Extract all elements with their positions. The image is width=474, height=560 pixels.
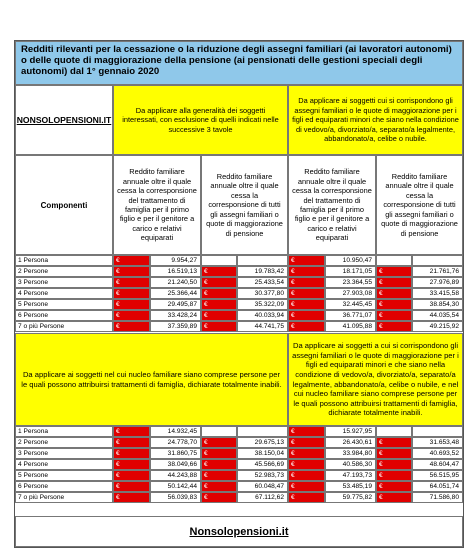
currency-cell: €: [376, 459, 412, 470]
value-cell: 27.976,89: [412, 277, 463, 288]
col-header-4: Reddito familiare annuale oltre il quale cessa la corresponsione di tutti gli assegni familiari o quote di maggiorazione di pensione: [376, 155, 463, 255]
currency-cell: €: [288, 437, 325, 448]
row-label: 4 Persone: [15, 288, 113, 299]
value-cell: 26.430,61: [325, 437, 376, 448]
value-cell: 10.950,47: [325, 255, 376, 266]
currency-cell: €: [113, 459, 150, 470]
value-cell: 71.586,80: [412, 492, 463, 503]
col-header-2: Reddito familiare annuale oltre il quale cessa la corresponsione di tutti gli assegni familiari o quote di maggiorazione di pensione: [201, 155, 288, 255]
currency-cell: €: [288, 321, 325, 332]
sheet-title: Redditi rilevanti per la cessazione o la riduzione degli assegni familiari (ai lavoratori autonomi) o delle quote di maggiorazione della pensione (ai pensionati delle gestioni speciali degli autonomi) dal 1° gennaio 2020: [15, 41, 463, 85]
value-cell: 44.035,54: [412, 310, 463, 321]
currency-cell: €: [113, 255, 150, 266]
value-cell: 44.243,88: [150, 470, 201, 481]
currency-cell: €: [288, 492, 325, 503]
row-label: 7 o più Persone: [15, 321, 113, 332]
value-cell: 56.039,83: [150, 492, 201, 503]
currency-cell: €: [201, 266, 237, 277]
value-cell: 38.150,04: [237, 448, 288, 459]
currency-cell: €: [113, 288, 150, 299]
currency-cell: €: [113, 266, 150, 277]
currency-cell: €: [201, 321, 237, 332]
row-label: 5 Persone: [15, 299, 113, 310]
value-cell: 33.415,58: [412, 288, 463, 299]
value-cell: 19.783,42: [237, 266, 288, 277]
currency-cell: €: [288, 255, 325, 266]
currency-cell: €: [113, 299, 150, 310]
value-cell: 23.364,55: [325, 277, 376, 288]
row-label: 7 o più Persone: [15, 492, 113, 503]
value-cell: 25.433,54: [237, 277, 288, 288]
currency-cell: €: [376, 288, 412, 299]
section1-general-note: Da applicare alla generalità dei soggetti interessati, con esclusione di quelli indicati nelle successive 3 tavole: [113, 85, 288, 155]
value-cell: 32.445,45: [325, 299, 376, 310]
value-cell: 15.927,95: [325, 426, 376, 437]
value-cell: 29.495,87: [150, 299, 201, 310]
section1-special-note: Da applicare ai soggetti cui si corrispondono gli assegni familiari o le quote di maggiorazione per i figli ed equiparati minori che siano nella condizione di vedovo/a, divorziato/a, separato/a legalmente, abbandonato/a, celibe o nubile.: [288, 85, 463, 155]
value-cell: 35.322,09: [237, 299, 288, 310]
currency-cell: €: [201, 310, 237, 321]
currency-cell: €: [201, 299, 237, 310]
value-cell: 44.741,75: [237, 321, 288, 332]
components-header: Componenti: [15, 155, 113, 255]
value-cell: 41.095,88: [325, 321, 376, 332]
currency-cell: €: [288, 266, 325, 277]
currency-cell: €: [113, 492, 150, 503]
value-cell: 45.566,69: [237, 459, 288, 470]
currency-cell: €: [201, 459, 237, 470]
value-cell: 30.377,80: [237, 288, 288, 299]
value-cell: 31.653,48: [412, 437, 463, 448]
currency-cell: €: [201, 437, 237, 448]
currency-cell: €: [201, 277, 237, 288]
row-label: 1 Persona: [15, 426, 113, 437]
row-label: 4 Persone: [15, 459, 113, 470]
section2-special-note: Da applicare ai soggetti a cui si corrispondono gli assegni familiari o le quote di maggiorazione per i figli ed equiparati minori e che siano nella condizione di vedovo/a, divorziato/a, separato/a legalmente, abbandonato/a, celibe o nubile, e nel cui nucleo familiare siano comprese persone per le quali possono attribuirsi trattamenti di famiglia, dichiarate totalmente inabili.: [288, 333, 463, 426]
currency-cell: €: [288, 426, 325, 437]
value-cell: [412, 255, 463, 266]
currency-cell: €: [288, 459, 325, 470]
value-cell: 21.761,76: [412, 266, 463, 277]
currency-cell: €: [376, 310, 412, 321]
value-cell: 18.171,05: [325, 266, 376, 277]
currency-cell: €: [376, 492, 412, 503]
currency-cell: €: [201, 470, 237, 481]
currency-cell: €: [288, 277, 325, 288]
value-cell: 31.860,75: [150, 448, 201, 459]
currency-cell: €: [376, 299, 412, 310]
value-cell: [237, 255, 288, 266]
income-thresholds-sheet: [14, 40, 464, 548]
value-cell: 14.932,45: [150, 426, 201, 437]
currency-cell: €: [201, 481, 237, 492]
value-cell: 33.428,24: [150, 310, 201, 321]
currency-cell: €: [201, 492, 237, 503]
value-cell: 29.675,13: [237, 437, 288, 448]
footer-brand: Nonsolopensioni.it: [15, 516, 463, 547]
currency-cell: €: [376, 277, 412, 288]
currency-cell: €: [376, 266, 412, 277]
currency-cell: €: [376, 448, 412, 459]
currency-cell: €: [288, 310, 325, 321]
value-cell: 60.048,47: [237, 481, 288, 492]
currency-cell: €: [376, 437, 412, 448]
value-cell: [237, 426, 288, 437]
currency-cell: €: [376, 481, 412, 492]
value-cell: 37.359,89: [150, 321, 201, 332]
row-label: 3 Persone: [15, 277, 113, 288]
currency-cell: €: [113, 470, 150, 481]
currency-cell: [376, 426, 412, 437]
currency-cell: €: [288, 299, 325, 310]
value-cell: 33.984,80: [325, 448, 376, 459]
currency-cell: [201, 255, 237, 266]
value-cell: 48.604,47: [412, 459, 463, 470]
brand-label: NONSOLOPENSIONI.IT: [15, 85, 113, 155]
currency-cell: €: [201, 448, 237, 459]
value-cell: 36.771,07: [325, 310, 376, 321]
row-label: 3 Persone: [15, 448, 113, 459]
row-label: 2 Persone: [15, 266, 113, 277]
currency-cell: €: [113, 321, 150, 332]
value-cell: 64.051,74: [412, 481, 463, 492]
section2-general-note: Da applicare ai soggetti nel cui nucleo familiare siano comprese persone per le quali possono attribuirsi trattamenti di famiglia, dichiarate totalmente inabili.: [15, 333, 288, 426]
value-cell: 16.519,13: [150, 266, 201, 277]
currency-cell: €: [113, 437, 150, 448]
currency-cell: €: [113, 426, 150, 437]
value-cell: 21.240,50: [150, 277, 201, 288]
currency-cell: [376, 255, 412, 266]
value-cell: 40.586,30: [325, 459, 376, 470]
currency-cell: [201, 426, 237, 437]
row-label: 2 Persone: [15, 437, 113, 448]
row-label: 6 Persone: [15, 310, 113, 321]
value-cell: 24.778,70: [150, 437, 201, 448]
currency-cell: €: [113, 310, 150, 321]
value-cell: 53.485,19: [325, 481, 376, 492]
row-label: 5 Persone: [15, 470, 113, 481]
value-cell: [412, 426, 463, 437]
value-cell: 38.854,30: [412, 299, 463, 310]
col-header-1: Reddito familiare annuale oltre il quale cessa la corresponsione del trattamento di famiglia per il primo figlio e per il genitore a carico e relativi equiparati: [113, 155, 201, 255]
value-cell: 9.954,27: [150, 255, 201, 266]
value-cell: 40.033,94: [237, 310, 288, 321]
currency-cell: €: [201, 288, 237, 299]
currency-cell: €: [113, 481, 150, 492]
currency-cell: €: [288, 470, 325, 481]
value-cell: 59.775,82: [325, 492, 376, 503]
row-label: 1 Persona: [15, 255, 113, 266]
currency-cell: €: [376, 470, 412, 481]
value-cell: 25.366,44: [150, 288, 201, 299]
value-cell: 67.112,62: [237, 492, 288, 503]
value-cell: 38.049,66: [150, 459, 201, 470]
value-cell: 27.903,08: [325, 288, 376, 299]
currency-cell: €: [376, 321, 412, 332]
value-cell: 47.193,73: [325, 470, 376, 481]
col-header-3: Reddito familiare annuale oltre il quale cessa la corresponsione del trattamento di famiglia per il primo figlio e per il genitore a carico e relativi equiparati: [288, 155, 376, 255]
value-cell: 56.515,95: [412, 470, 463, 481]
currency-cell: €: [113, 277, 150, 288]
value-cell: 50.142,44: [150, 481, 201, 492]
currency-cell: €: [288, 481, 325, 492]
currency-cell: €: [288, 288, 325, 299]
currency-cell: €: [113, 448, 150, 459]
value-cell: 40.693,52: [412, 448, 463, 459]
currency-cell: €: [288, 448, 325, 459]
value-cell: 49.215,92: [412, 321, 463, 332]
row-label: 6 Persone: [15, 481, 113, 492]
value-cell: 52.983,73: [237, 470, 288, 481]
